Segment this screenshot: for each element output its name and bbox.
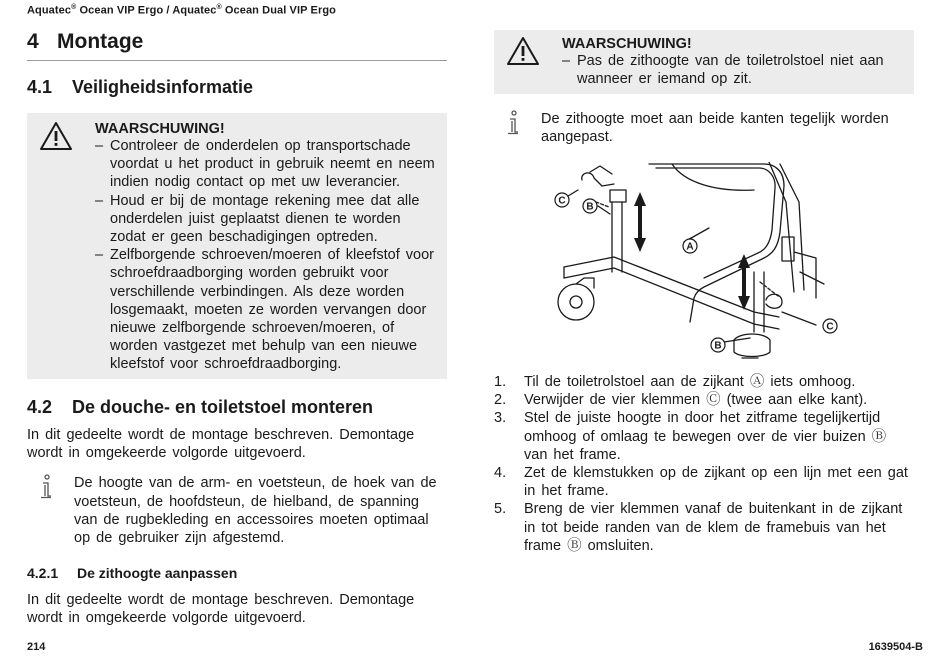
rear-tube	[754, 272, 764, 332]
info-icon	[39, 474, 53, 500]
running-header	[27, 4, 336, 17]
warning-item: – Houd er bij de montage rekening mee dat alle onderdelen juist geplaatst dienen te worden zodat er geen beschadigingen optreden.	[95, 192, 420, 246]
chapter-number: 4	[27, 30, 39, 53]
step-item: 4. Zet de klemstukken op de zijkant op een lijn met een gat in het frame.	[494, 465, 908, 500]
step-item: 3. Stel de juiste hoogte in door het zitframe tegelijkertijd omhoog of omlaag te bewegen over de vier buizen Ⓑ van het frame.	[494, 410, 887, 463]
rear-wheel	[734, 334, 770, 357]
callout-b-bottom: B	[714, 340, 722, 352]
page-number: 214	[27, 641, 46, 653]
warning-item: – Zelfborgende schroeven/moeren of kleefstof voor schroefdraadborging worden gebruikt voor verschillende verbindingen. Als deze worden losgemaakt, moeten ze worden vervangen door nieuwe zelfborgende schroeven/moeren, of worden vastgezet met behulp van een nieuwe kleefstof voor schroefdraadborging.	[95, 247, 434, 373]
section-title: Veiligheidsinformatie	[72, 77, 254, 97]
info-note-adjustment	[27, 474, 447, 547]
info-icon	[506, 110, 520, 136]
section-number: 4.1	[27, 77, 53, 97]
subsection-title: De zithoogte aanpassen	[77, 565, 238, 582]
subsection-heading-4-2-1	[27, 565, 447, 581]
armrest-pad	[782, 237, 794, 261]
warning-title: WAARSCHUWING!	[562, 36, 692, 52]
callout-c-top: C	[558, 195, 566, 207]
model-1: Ocean VIP Ergo /	[76, 4, 173, 17]
section-4-2-intro: In dit gedeelte wordt de montage beschreven. Demontage wordt in omgekeerde volgorde uitgevoerd.	[27, 427, 415, 462]
brand-2: Aquatec	[172, 4, 217, 17]
leader-b-bottom	[724, 338, 750, 342]
warning-item: – Pas de zithoogte van de toiletrolstoel niet aan wanneer er iemand op zit.	[562, 53, 884, 88]
callout-b-top: B	[586, 201, 594, 213]
step-item: 2. Verwijder de vier klemmen Ⓒ (twee aan elke kant).	[494, 392, 868, 409]
warning-title: WAARSCHUWING!	[95, 121, 225, 137]
callout-a: A	[686, 241, 694, 253]
step-item: 1. Til de toiletrolstoel aan de zijkant Ⓐ iets omhoog.	[494, 374, 856, 390]
brand-1: Aquatec	[27, 4, 72, 17]
warning-list	[562, 52, 904, 88]
up-down-arrow-rear	[738, 254, 750, 310]
assembly-steps	[494, 373, 914, 555]
caster-wheel	[558, 284, 594, 320]
front-tube	[612, 202, 622, 272]
right-column	[494, 30, 914, 554]
warning-triangle-icon	[506, 36, 540, 66]
subsection-number: 4.2.1	[27, 565, 59, 582]
warning-box-seat-height	[494, 30, 914, 94]
dashed-guide	[760, 282, 778, 296]
step-item: 5. Breng de vier klemmen vanaf de buitenkant in de zijkant in tot beide randen van de klem de framebuis van het frame Ⓑ omsluiten.	[494, 501, 903, 554]
section-title: De douche- en toiletstoel monteren	[72, 397, 374, 417]
left-column	[27, 30, 447, 628]
section-4-2-1-intro: In dit gedeelte wordt de montage beschreven. Demontage wordt in omgekeerde volgorde uitgevoerd.	[27, 592, 415, 627]
clamp-right	[766, 294, 782, 308]
warning-item: – Controleer de onderdelen op transportschade voordat u het product in gebruik neemt en neem indien nodig contact op met uw leverancier.	[95, 138, 435, 191]
reg-mark-1: ®	[71, 4, 77, 11]
seat-height-illustration	[554, 162, 844, 362]
info-note-text: De hoogte van de arm- en voetsteun, de hoek van de voetsteun, de hoofdsteun, de hielband, de spanning van de rugbekleding en accessoires moeten optimaal op de gebruiker zijn afgestemd.	[74, 475, 437, 547]
warning-triangle-icon	[39, 121, 73, 151]
up-down-arrow-front	[634, 192, 646, 252]
front-tube-top	[610, 190, 626, 202]
chapter-title: Montage	[57, 30, 144, 53]
section-heading-4-2	[27, 397, 447, 418]
clamp-top-left	[582, 173, 614, 186]
leader-c-right	[782, 312, 816, 325]
callout-c-right: C	[826, 321, 834, 333]
chapter-heading	[27, 30, 447, 61]
document-number: 1639504-B	[868, 641, 923, 653]
model-2: Ocean Dual VIP Ergo	[221, 4, 336, 17]
section-number: 4.2	[27, 397, 53, 417]
section-heading-4-1	[27, 77, 447, 98]
info-note-text: De zithoogte moet aan beide kanten tegelijk worden aangepast.	[541, 111, 889, 146]
reg-mark-2: ®	[216, 4, 222, 11]
leader-c-top	[568, 190, 578, 196]
warning-list	[95, 137, 437, 374]
info-note-both-sides	[494, 110, 914, 146]
warning-box-safety	[27, 113, 447, 379]
